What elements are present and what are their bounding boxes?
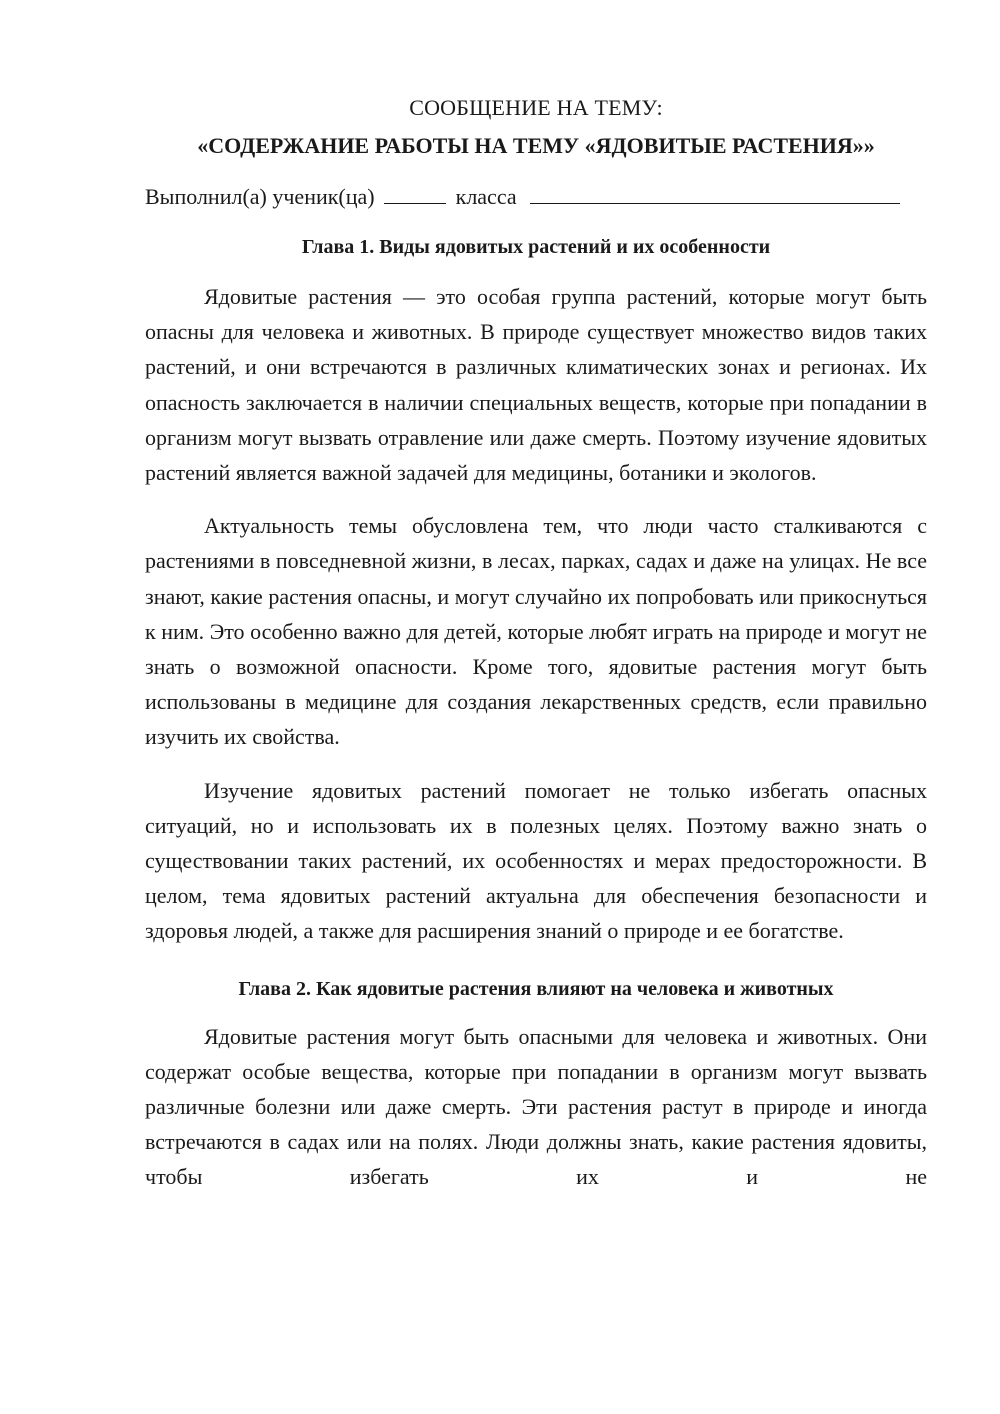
chapter-2-paragraph: Ядовитые растения могут быть опасными для человека и животных. Они содержат особые вещества, которые при попадании в организм могут вызвать различные болезни или даже смерть. Эти растения растут в природе и иногда встречаются в садах или на полях. Люди должны знать, какие растения ядовиты, чтобы избегать их и не xyxy=(145,1023,927,1190)
chapter-1-paragraph: Изучение ядовитых растений помогает не только избегать опасных ситуаций, но и использовать их в полезных целях. Поэтому важно знать о существовании таких растений, их особенностях и мерах предосторожности. В целом, тема ядовитых растений актуальна для обеспечения безопасности и здоровья людей, а также для расширения знаний о природе и ее богатстве. xyxy=(145,777,927,944)
document-type-heading: СООБЩЕНИЕ НА ТЕМУ: xyxy=(409,95,663,120)
author-line xyxy=(145,181,927,213)
chapter-1-title: Глава 1. Виды ядовитых растений и их особенности xyxy=(301,236,771,258)
document-title: «СОДЕРЖАНИЕ РАБОТЫ НА ТЕМУ «ЯДОВИТЫЕ РАСТЕНИЯ»» xyxy=(197,133,875,158)
chapter-1-paragraph: Ядовитые растения — это особая группа растений, которые могут быть опасны для человека и животных. В природе существует множество видов таких растений, и они встречаются в различных климатических зонах и регионах. Их опасность заключается в наличии специальных веществ, которые при попадании в организм могут вызвать отравление или даже смерть. Поэтому изучение ядовитых растений является важной задачей для медицины, ботаники и экологов. xyxy=(145,284,927,486)
chapter-1-paragraph: Актуальность темы обусловлена тем, что люди часто сталкиваются с растениями в повседневной жизни, в лесах, парках, садах и даже на улицах. Не все знают, какие растения опасны, и могут случайно их попробовать или прикоснуться к ним. Это особенно важно для детей, которые любят играть на природе и могут не знать о возможной опасности. Кроме того, ядовитые растения могут быть использованы в медицине для создания лекарственных средств, если правильно изучить их свойства. xyxy=(145,513,927,750)
class-number-blank xyxy=(384,181,446,204)
class-label: класса xyxy=(455,184,517,209)
document-page xyxy=(145,92,927,1195)
author-label: Выполнил(а) ученик(ца) xyxy=(145,184,375,209)
student-name-blank xyxy=(530,181,900,204)
chapter-2-title: Глава 2. Как ядовитые растения влияют на человека и животных xyxy=(238,977,834,1000)
